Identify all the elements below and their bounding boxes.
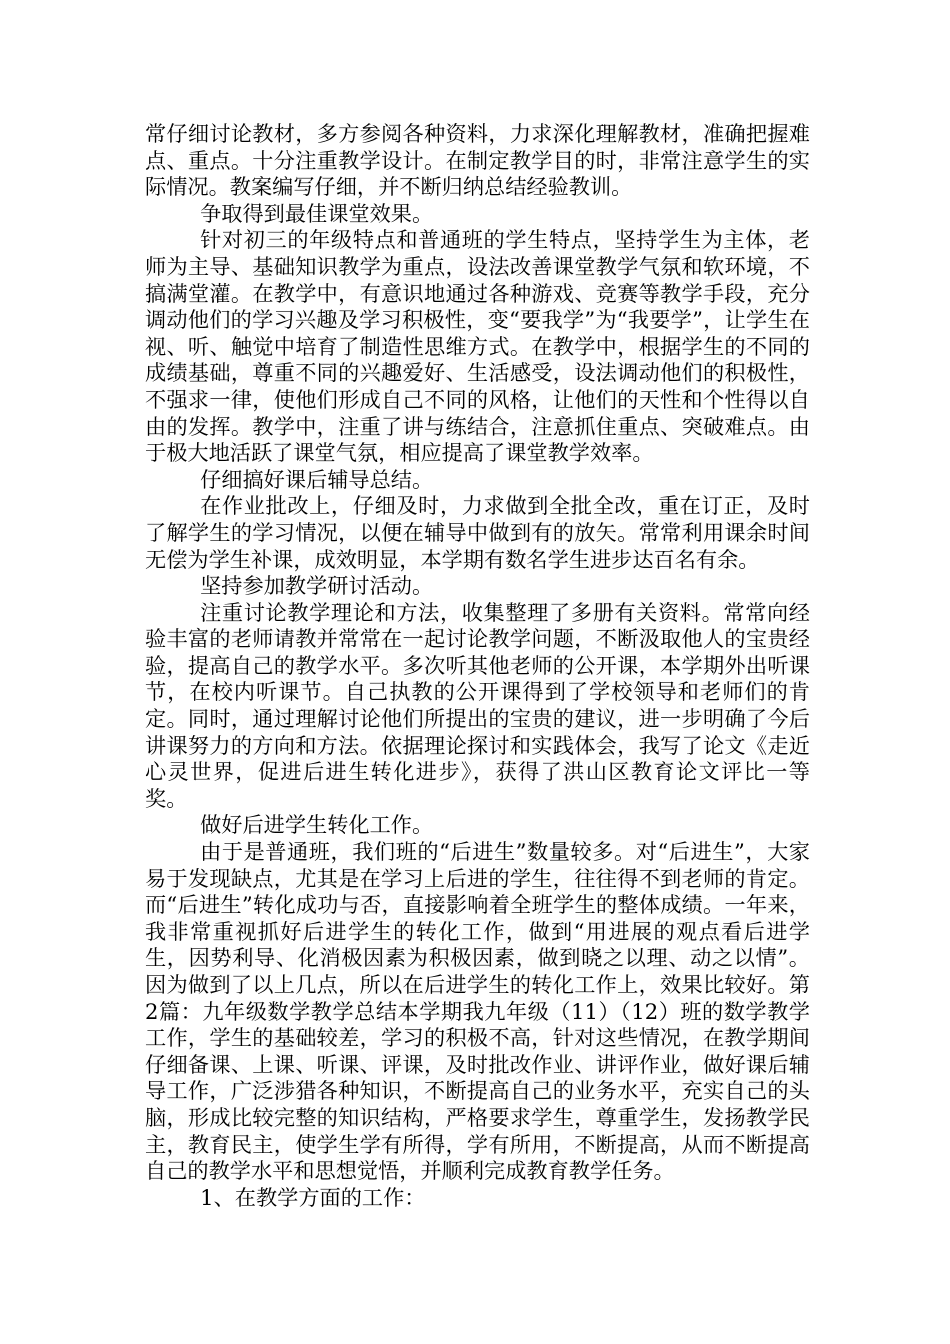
paragraph-continuation: 常仔细讨论教材，多方参阅各种资料，力求深化理解教材，准确把握难点、重点。十分注重教学设计。在制定教学目的时，非常注意学生的实际情况。教案编写仔细，并不断归纳总结经验教训。: [145, 121, 810, 200]
paragraph-underperformer-transformation: 由于是普通班，我们班的“后进生”数量较多。对“后进生”，大家易于发现缺点，尤其是在学习上后进的学生，往往得不到老师的肯定。而“后进生”转化成功与否，直接影响着全班学生的整体成绩。一年来，我非常重视抓好后进学生的转化工作，做到“用进展的观点看后进学生，因势利导、化消极因素为积极因素，做到晓之以理、动之以情”。因为做到了以上几点，所以在后进学生的转化工作上，效果比较好。第2篇：九年级数学教学总结本学期我九年级（11）（12）班的数学教学工作，学生的基础较差，学习的积极不高，针对这些情况，在教学期间仔细备课、上课、听课、评课，及时批改作业、讲评作业，做好课后辅导工作，广泛涉猎各种知识，不断提高自己的业务水平，充实自己的头脑，形成比较完整的知识结构，严格要求学生，尊重学生，发扬教学民主，教育民主，使学生学有所得，学有所用，不断提高，从而不断提高自己的教学水平和思想觉悟，并顺利完成教育教学任务。: [145, 839, 810, 1184]
heading-classroom-effect: 争取得到最佳课堂效果。: [200, 200, 434, 226]
heading-teaching-research: 坚持参加教学研讨活动。: [200, 573, 434, 599]
paragraph-homework-correction: 在作业批改上，仔细及时，力求做到全批全改，重在订正，及时了解学生的学习情况，以便在辅导中做到有的放矢。常常利用课余时间无偿为学生补课，成效明显，本学期有数名学生进步达百名有余。: [145, 493, 810, 572]
heading-after-class-tutoring: 仔细搞好课后辅导总结。: [200, 466, 434, 492]
paragraph-teaching-research: 注重讨论教学理论和方法，收集整理了多册有关资料。常常向经验丰富的老师请教并常常在一起讨论教学问题，不断汲取他人的宝贵经验，提高自己的教学水平。多次听其他老师的公开课，本学期外出听课节，在校内听课节。自己执教的公开课得到了学校领导和老师们的肯定。同时，通过理解讨论他们所提出的宝贵的建议，进一步明确了今后讲课努力的方向和方法。依据理论探讨和实践体会，我写了论文《走近心灵世界，促进后进生转化进步》，获得了洪山区教育论文评比一等奖。: [145, 599, 810, 811]
heading-teaching-work: 1、在教学方面的工作：: [200, 1184, 426, 1210]
heading-underperformer-transformation: 做好后进学生转化工作。: [200, 812, 434, 838]
paragraph-classroom-teaching: 针对初三的年级特点和普通班的学生特点，坚持学生为主体，老师为主导、基础知识教学为重点，设法改善课堂教学气氛和软环境，不搞满堂灌。在教学中，有意识地通过各种游戏、竞赛等教学手段，充分调动他们的学习兴趣及学习积极性，变“要我学”为“我要学”，让学生在视、听、触觉中培育了制造性思维方式。在教学中，根据学生的不同的成绩基础，尊重不同的兴趣爱好、生活感受，设法调动他们的积极性，不强求一律，使他们形成自己不同的风格，让他们的天性和个性得以自由的发挥。教学中，注重了讲与练结合，注意抓住重点、突破难点。由于极大地活跃了课堂气氛，相应提高了课堂教学效率。: [145, 227, 810, 466]
document-body: [145, 121, 810, 1211]
